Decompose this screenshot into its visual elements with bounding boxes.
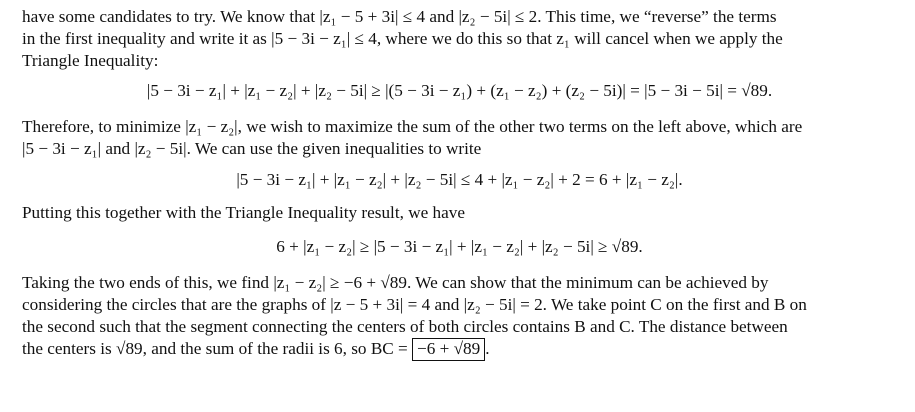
equation-upper-bound: |5 − 3i − z₁| + |z₁ − z₂| + |z₂ − 5i| ≤ 4 + |z₁ − z₂| + 2 = 6 + |z₁ − z₂|. (236, 170, 683, 189)
equation-triangle-inequality: |5 − 3i − z₁| + |z₁ − z₂| + |z₂ − 5i| ≥ |(5 − 3i − z₁) + (z₁ − z₂) + (z₂ − 5i)| = |5 − 3i − 5i| = √89. (146, 81, 773, 100)
solution-text (22, 6, 897, 361)
text-line: Therefore, to minimize |z₁ − z₂|, we wish to maximize the sum of the other two terms on the left above, which are (22, 117, 803, 136)
text-line: considering the circles that are the graphs of |z − 5 + 3i| = 4 and |z₂ − 5i| = 2. We take point C on the first and B on (22, 295, 807, 314)
equation-combined: 6 + |z₁ − z₂| ≥ |5 − 3i − z₁| + |z₁ − z₂| + |z₂ − 5i| ≥ √89. (276, 237, 643, 256)
paragraph-conclusion (22, 272, 897, 361)
paragraph-minimize (22, 116, 897, 160)
text-line: Taking the two ends of this, we find |z₁ − z₂| ≥ −6 + √89. We can show that the minimum can be achieved by (22, 273, 769, 292)
final-line (22, 338, 897, 361)
text-line: in the first inequality and write it as |5 − 3i − z₁| ≤ 4, where we do this so that z₁ will cancel when we apply the (22, 29, 783, 48)
text-line: Putting this together with the Triangle Inequality result, we have (22, 203, 465, 222)
paragraph-intro (22, 6, 897, 72)
text-line: the second such that the segment connecting the centers of both circles contains B and C. The distance between (22, 317, 788, 336)
paragraph-combine (22, 202, 897, 224)
final-line-text: the centers is √89, and the sum of the radii is 6, so BC = (22, 339, 413, 358)
text-line: |5 − 3i − z₁| and |z₂ − 5i|. We can use the given inequalities to write (22, 139, 482, 158)
boxed-answer: −6 + √89 (412, 338, 485, 361)
text-line: have some candidates to try. We know that |z₁ − 5 + 3i| ≤ 4 and |z₂ − 5i| ≤ 2. This time, we “reverse” the terms (22, 7, 777, 26)
final-period: . (485, 339, 490, 358)
text-line: Triangle Inequality: (22, 51, 159, 70)
